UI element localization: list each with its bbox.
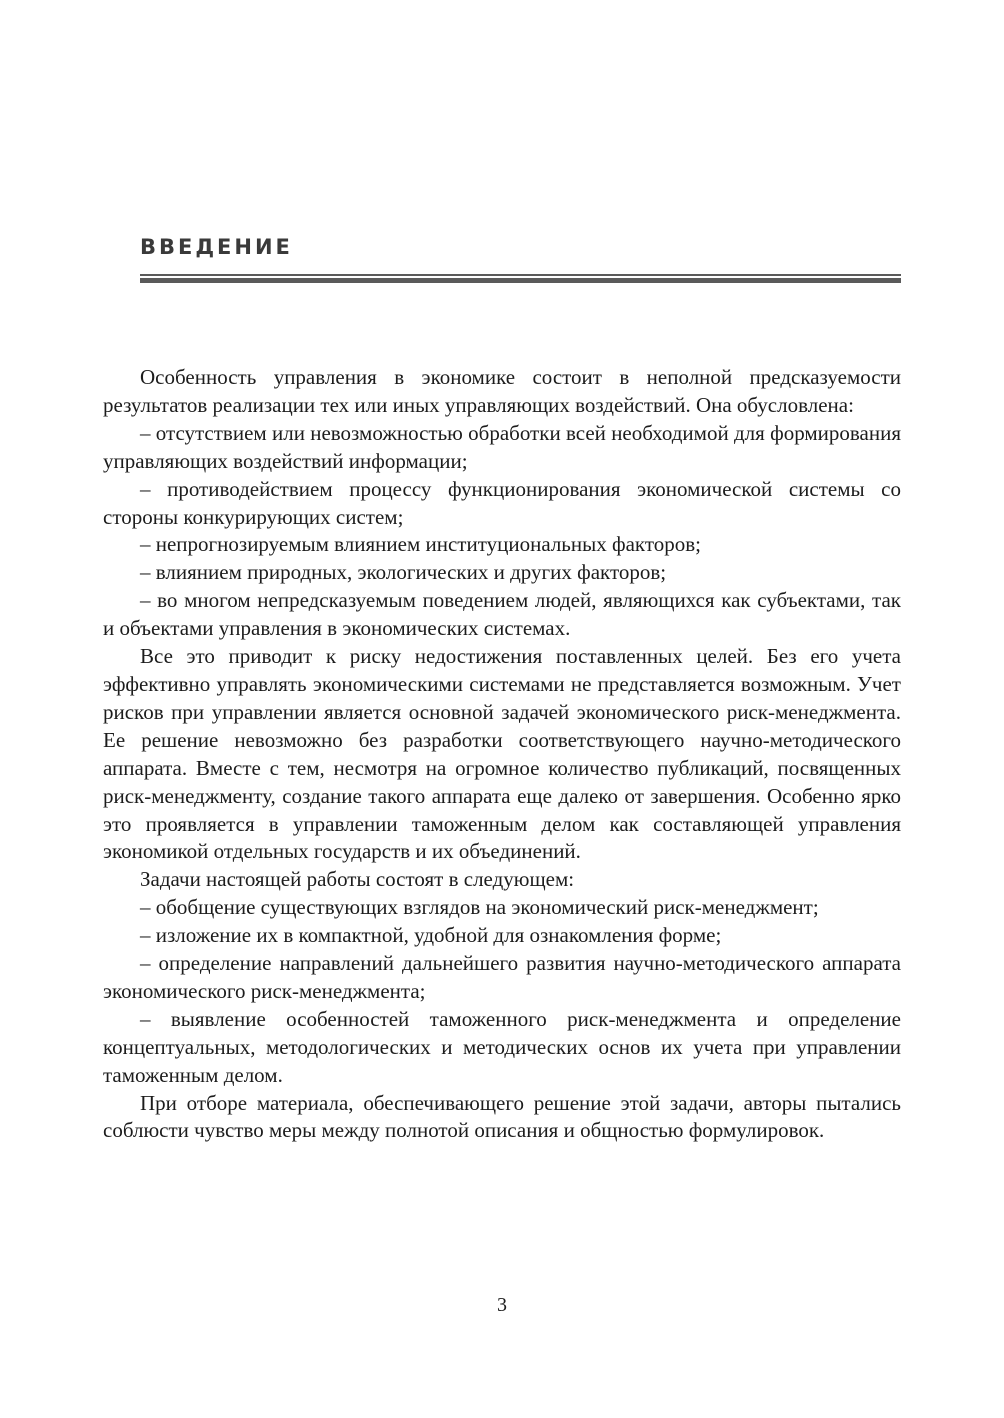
chapter-title: ВВЕДЕНИЕ — [140, 235, 293, 259]
list-item-cause: – во многом непредсказуемым поведением людей, являющихся как субъектами, так и объектами управления в экономических системах. — [103, 588, 901, 641]
list-item-task: – определение направлений дальнейшего развития научно-методического аппарата экономического риск-менеджмента; — [103, 951, 901, 1003]
list-item-cause: – влиянием природных, экологических и других факторов; — [140, 560, 667, 585]
list-item-task: – выявление особенностей таможенного риск-менеджмента и определение концептуальных, методологических и методических основ их учета при управлении таможенным делом. — [103, 1006, 901, 1087]
paragraph-tasks-heading: Задачи настоящей работы состоят в следующем: — [140, 867, 575, 892]
paragraph-risk: Все это приводит к риску недостижения поставленных целей. Без его учета эффективно управлять экономическими системами не представляется возможным. Учет рисков при управлении является основной задачей экономического риск-менеджмента. Ее решение невозможно без разработки соответствующего научно-методического аппарата. Вместе с тем, несмотря на огромное количество публикаций, посвященных риск-менеджменту, создание такого аппарата еще далеко от завершения. Особенно ярко это проявляется в управлении таможенным делом как составляющей управления экономикой отдельных государств и их объединений. — [103, 644, 901, 864]
list-item-task: – изложение их в компактной, удобной для ознакомления форме; — [140, 923, 722, 948]
page-number: 3 — [497, 1294, 507, 1316]
list-item-cause: – непрогнозируемым влиянием институциональных факторов; — [140, 532, 701, 557]
list-item-task: – обобщение существующих взглядов на экономический риск-менеджмент; — [140, 895, 819, 920]
paragraph-conclusion: При отборе материала, обеспечивающего решение этой задачи, авторы пытались соблюсти чувство меры между полнотой описания и общностью формулировок. — [103, 1090, 901, 1143]
title-underline-thick — [140, 278, 901, 283]
body-text — [103, 364, 901, 1145]
title-underline-thin — [140, 274, 901, 276]
title-underline — [140, 274, 901, 283]
list-item-cause: – отсутствием или невозможностью обработки всей необходимой для формирования управляющих воздействий информации; — [103, 420, 901, 473]
list-item-cause: – противодействием процессу функционирования экономической системы со стороны конкурирующих систем; — [103, 476, 901, 529]
paragraph-intro: Особенность управления в экономике состоит в неполной предсказуемости результатов реализации тех или иных управляющих воздействий. Она обусловлена: — [103, 365, 901, 417]
